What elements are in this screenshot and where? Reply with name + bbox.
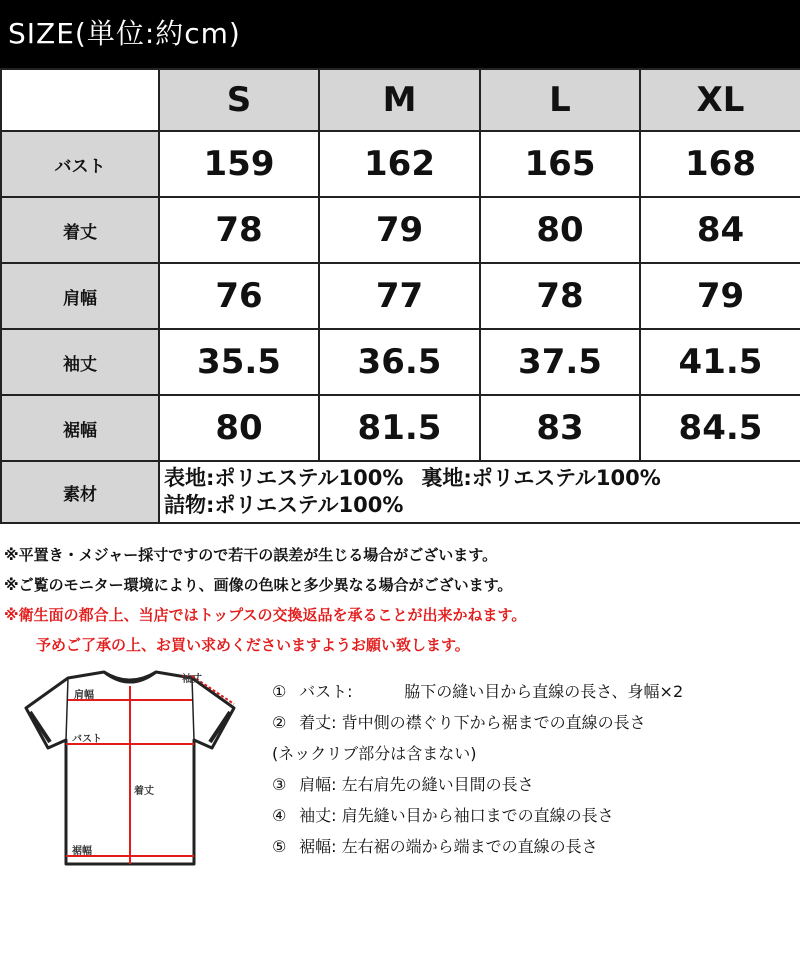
legend-item-length [272, 707, 792, 738]
table-row [1, 395, 800, 461]
row-label-shoulder: 肩幅 [1, 263, 159, 329]
legend-desc: 左右肩先の縫い目間の長さ [341, 775, 534, 794]
table-row [1, 263, 800, 329]
table-cell: 78 [159, 197, 319, 263]
size-title: SIZE(単位:約cm) [8, 17, 241, 50]
table-row [1, 197, 800, 263]
table-row [1, 131, 800, 197]
table-cell: 37.5 [480, 329, 640, 395]
material-cell [159, 461, 800, 523]
legend-label: 着丈: [299, 713, 337, 732]
table-cell: 80 [159, 395, 319, 461]
legend-item-length-note [272, 738, 792, 769]
tshirt-diagram [22, 666, 238, 874]
row-label-length: 着丈 [1, 197, 159, 263]
diagram-label-hem: 裾幅 [72, 846, 92, 857]
legend-num: ④ [272, 806, 287, 825]
table-cell: 77 [319, 263, 480, 329]
table-cell: 80 [480, 197, 640, 263]
table-cell: 162 [319, 131, 480, 197]
legend-desc: 背中側の襟ぐり下から裾までの直線の長さ [341, 713, 646, 732]
size-col-s: S [159, 69, 319, 131]
legend-item-hem [272, 831, 792, 862]
legend-label: バスト: [299, 682, 353, 701]
note-return-policy: ※衛生面の都合上、当店ではトップスの交換返品を承ることが出来かねます。 [4, 606, 527, 624]
size-table [0, 68, 800, 524]
size-header-row [1, 69, 800, 131]
legend-item-sleeve [272, 800, 792, 831]
legend-num: ② [272, 713, 287, 732]
table-corner-cell [1, 69, 159, 131]
diagram-label-length: 着丈 [134, 786, 154, 797]
material-line-1 [164, 465, 800, 492]
diagram-label-bust: バスト [72, 734, 102, 745]
table-cell: 36.5 [319, 329, 480, 395]
legend-label: 肩幅: [299, 775, 337, 794]
note-acknowledge: 予めご了承の上、お買い求めくださいますようお願い致します。 [36, 636, 470, 654]
legend-desc: 肩先縫い目から袖口までの直線の長さ [341, 806, 614, 825]
legend-item-shoulder [272, 769, 792, 800]
note-monitor: ※ご覧のモニター環境により、画像の色味と多少異なる場合がございます。 [4, 576, 513, 594]
row-label-bust: バスト [1, 131, 159, 197]
table-cell: 159 [159, 131, 319, 197]
legend-label: 裾幅: [299, 837, 337, 856]
note-measurement: ※平置き・メジャー採寸ですので若干の誤差が生じる場合がございます。 [4, 546, 498, 564]
table-cell: 41.5 [640, 329, 800, 395]
legend-num: ① [272, 682, 287, 701]
table-cell: 79 [640, 263, 800, 329]
size-col-xl: XL [640, 69, 800, 131]
diagram-label-shoulder: 肩幅 [74, 690, 94, 701]
measurement-legend [272, 676, 792, 862]
table-cell: 83 [480, 395, 640, 461]
table-cell: 84.5 [640, 395, 800, 461]
row-label-hem: 裾幅 [1, 395, 159, 461]
table-cell: 168 [640, 131, 800, 197]
table-cell: 79 [319, 197, 480, 263]
row-label-material: 素材 [1, 461, 159, 523]
size-col-l: L [480, 69, 640, 131]
legend-label: 袖丈: [299, 806, 337, 825]
table-cell: 35.5 [159, 329, 319, 395]
legend-desc: 脇下の縫い目から直線の長さ、身幅×2 [404, 682, 684, 701]
diagram-label-sleeve: 袖丈 [182, 674, 202, 685]
notes-section [4, 540, 794, 660]
size-title-bar [0, 0, 800, 68]
legend-num: ⑤ [272, 837, 287, 856]
tshirt-diagram-svg [22, 666, 238, 874]
row-label-sleeve: 袖丈 [1, 329, 159, 395]
material-row [1, 461, 800, 523]
legend-item-bust [272, 676, 792, 707]
table-cell: 76 [159, 263, 319, 329]
material-lining: 裏地:ポリエステル100% [421, 466, 661, 490]
material-filling: 詰物:ポリエステル100% [164, 493, 404, 517]
table-row [1, 329, 800, 395]
legend-desc: (ネックリブ部分は含まない) [272, 744, 477, 763]
table-cell: 165 [480, 131, 640, 197]
table-cell: 81.5 [319, 395, 480, 461]
legend-desc: 左右裾の端から端までの直線の長さ [341, 837, 598, 856]
legend-num: ③ [272, 775, 287, 794]
material-outer: 表地:ポリエステル100% [164, 466, 404, 490]
table-cell: 84 [640, 197, 800, 263]
size-col-m: M [319, 69, 480, 131]
table-cell: 78 [480, 263, 640, 329]
